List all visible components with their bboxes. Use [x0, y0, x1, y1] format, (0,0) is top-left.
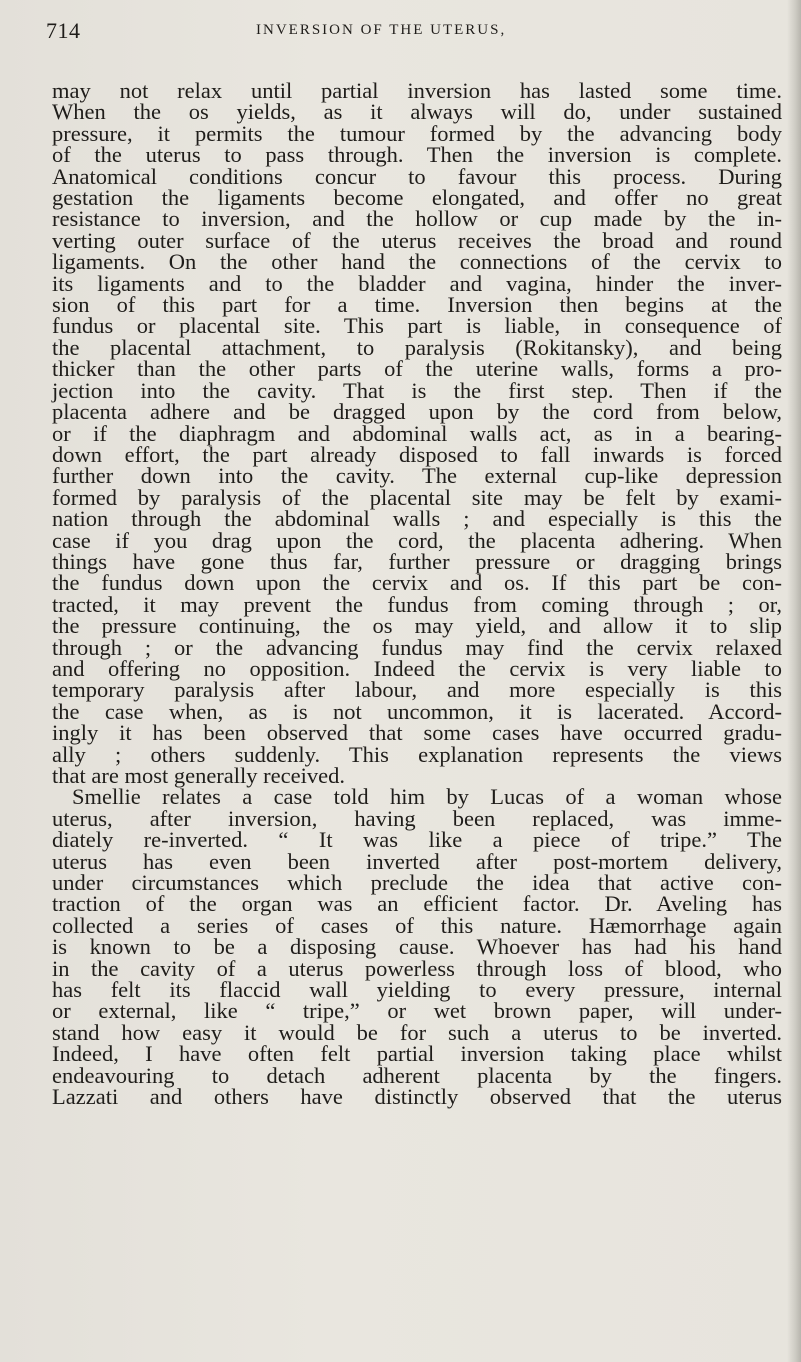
- text-line: in the cavity of a uterus powerless through loss of blood, who: [52, 955, 782, 981]
- text-line: verting outer surface of the uterus receives the broad and round: [52, 227, 782, 253]
- text-line: further down into the cavity. The external cup-like depression: [52, 463, 782, 489]
- text-line: the pressure continuing, the os may yield, and allow it to slip: [52, 613, 782, 639]
- paragraph-start-line: Smellie relates a case told him by Lucas of a woman whose: [72, 784, 782, 810]
- body-text: [52, 80, 782, 1108]
- text-line: nation through the abdominal walls ; and especially is this the: [52, 506, 782, 532]
- text-line: its ligaments and to the bladder and vagina, hinder the inver-: [52, 270, 782, 296]
- text-line: pressure, it permits the tumour formed by the advancing body: [52, 120, 782, 146]
- paragraph-end-line: that are most generally received.: [52, 763, 345, 788]
- text-line: tracted, it may prevent the fundus from coming through ; or,: [52, 591, 782, 617]
- text-line: collected a series of cases of this nature. Hæmorrhage again: [52, 912, 782, 938]
- text-line: gestation the ligaments become elongated, and offer no great: [52, 185, 782, 211]
- text-line: the placental attachment, to paralysis (Rokitansky), and being: [52, 334, 782, 360]
- text-line: fundus or placental site. This part is liable, in consequence of: [52, 313, 782, 339]
- text-line: has felt its flaccid wall yielding to every pressure, internal: [52, 977, 782, 1003]
- page-edge-shadow: [787, 0, 801, 1362]
- text-line: jection into the cavity. That is the first step. Then if the: [52, 377, 782, 403]
- text-line: down effort, the part already disposed to fall inwards is forced: [52, 441, 782, 467]
- text-line: diately re-inverted. “ It was like a piece of tripe.” The: [52, 827, 782, 853]
- text-line: and offering no opposition. Indeed the cervix is very liable to: [52, 655, 782, 681]
- text-line: When the os yields, as it always will do, under sustained: [52, 99, 782, 125]
- text-line: or if the diaphragm and abdominal walls act, as in a bearing-: [52, 420, 782, 446]
- text-line: stand how easy it would be for such a uterus to be inverted.: [52, 1019, 782, 1045]
- text-line: resistance to inversion, and the hollow or cup made by the in-: [52, 206, 782, 232]
- text-line: endeavouring to detach adherent placenta by the fingers.: [52, 1062, 782, 1088]
- text-line: of the uterus to pass through. Then the inversion is complete.: [52, 142, 782, 168]
- text-line: uterus has even been inverted after post-mortem delivery,: [52, 848, 782, 874]
- text-line: ligaments. On the other hand the connections of the cervix to: [52, 249, 782, 275]
- text-line: Lazzati and others have distinctly observed that the uterus: [52, 1084, 782, 1110]
- text-line: sion of this part for a time. Inversion then begins at the: [52, 292, 782, 318]
- text-line: placenta adhere and be dragged upon by the cord from below,: [52, 399, 782, 425]
- text-line: the fundus down upon the cervix and os. If this part be con-: [52, 570, 782, 596]
- text-line: ally ; others suddenly. This explanation represents the views: [52, 741, 782, 767]
- page-number: 714: [46, 18, 81, 43]
- text-line: or external, like “ tripe,” or wet brown paper, will under-: [52, 998, 782, 1024]
- text-line: through ; or the advancing fundus may find the cervix relaxed: [52, 634, 782, 660]
- page-header: [46, 18, 696, 48]
- text-line: formed by paralysis of the placental site may be felt by exami-: [52, 484, 782, 510]
- text-line: Anatomical conditions concur to favour this process. During: [52, 163, 782, 189]
- text-line: temporary paralysis after labour, and more especially is this: [52, 677, 782, 703]
- text-line: thicker than the other parts of the uterine walls, forms a pro-: [52, 356, 782, 382]
- text-line: uterus, after inversion, having been replaced, was imme-: [52, 805, 782, 831]
- text-line: is known to be a disposing cause. Whoever has had his hand: [52, 934, 782, 960]
- text-line: case if you drag upon the cord, the placenta adhering. When: [52, 527, 782, 553]
- text-line: Indeed, I have often felt partial inversion taking place whilst: [52, 1041, 782, 1067]
- text-line: traction of the organ was an efficient factor. Dr. Aveling has: [52, 891, 782, 917]
- text-line: under circumstances which preclude the idea that active con-: [52, 870, 782, 896]
- text-line: may not relax until partial inversion has lasted some time.: [52, 78, 782, 103]
- running-head: INVERSION OF THE UTERUS,: [256, 22, 507, 38]
- text-line: ingly it has been observed that some cases have occurred gradu-: [52, 720, 782, 746]
- text-line: the case when, as is not uncommon, it is lacerated. Accord-: [52, 698, 782, 724]
- text-line: things have gone thus far, further pressure or dragging brings: [52, 548, 782, 574]
